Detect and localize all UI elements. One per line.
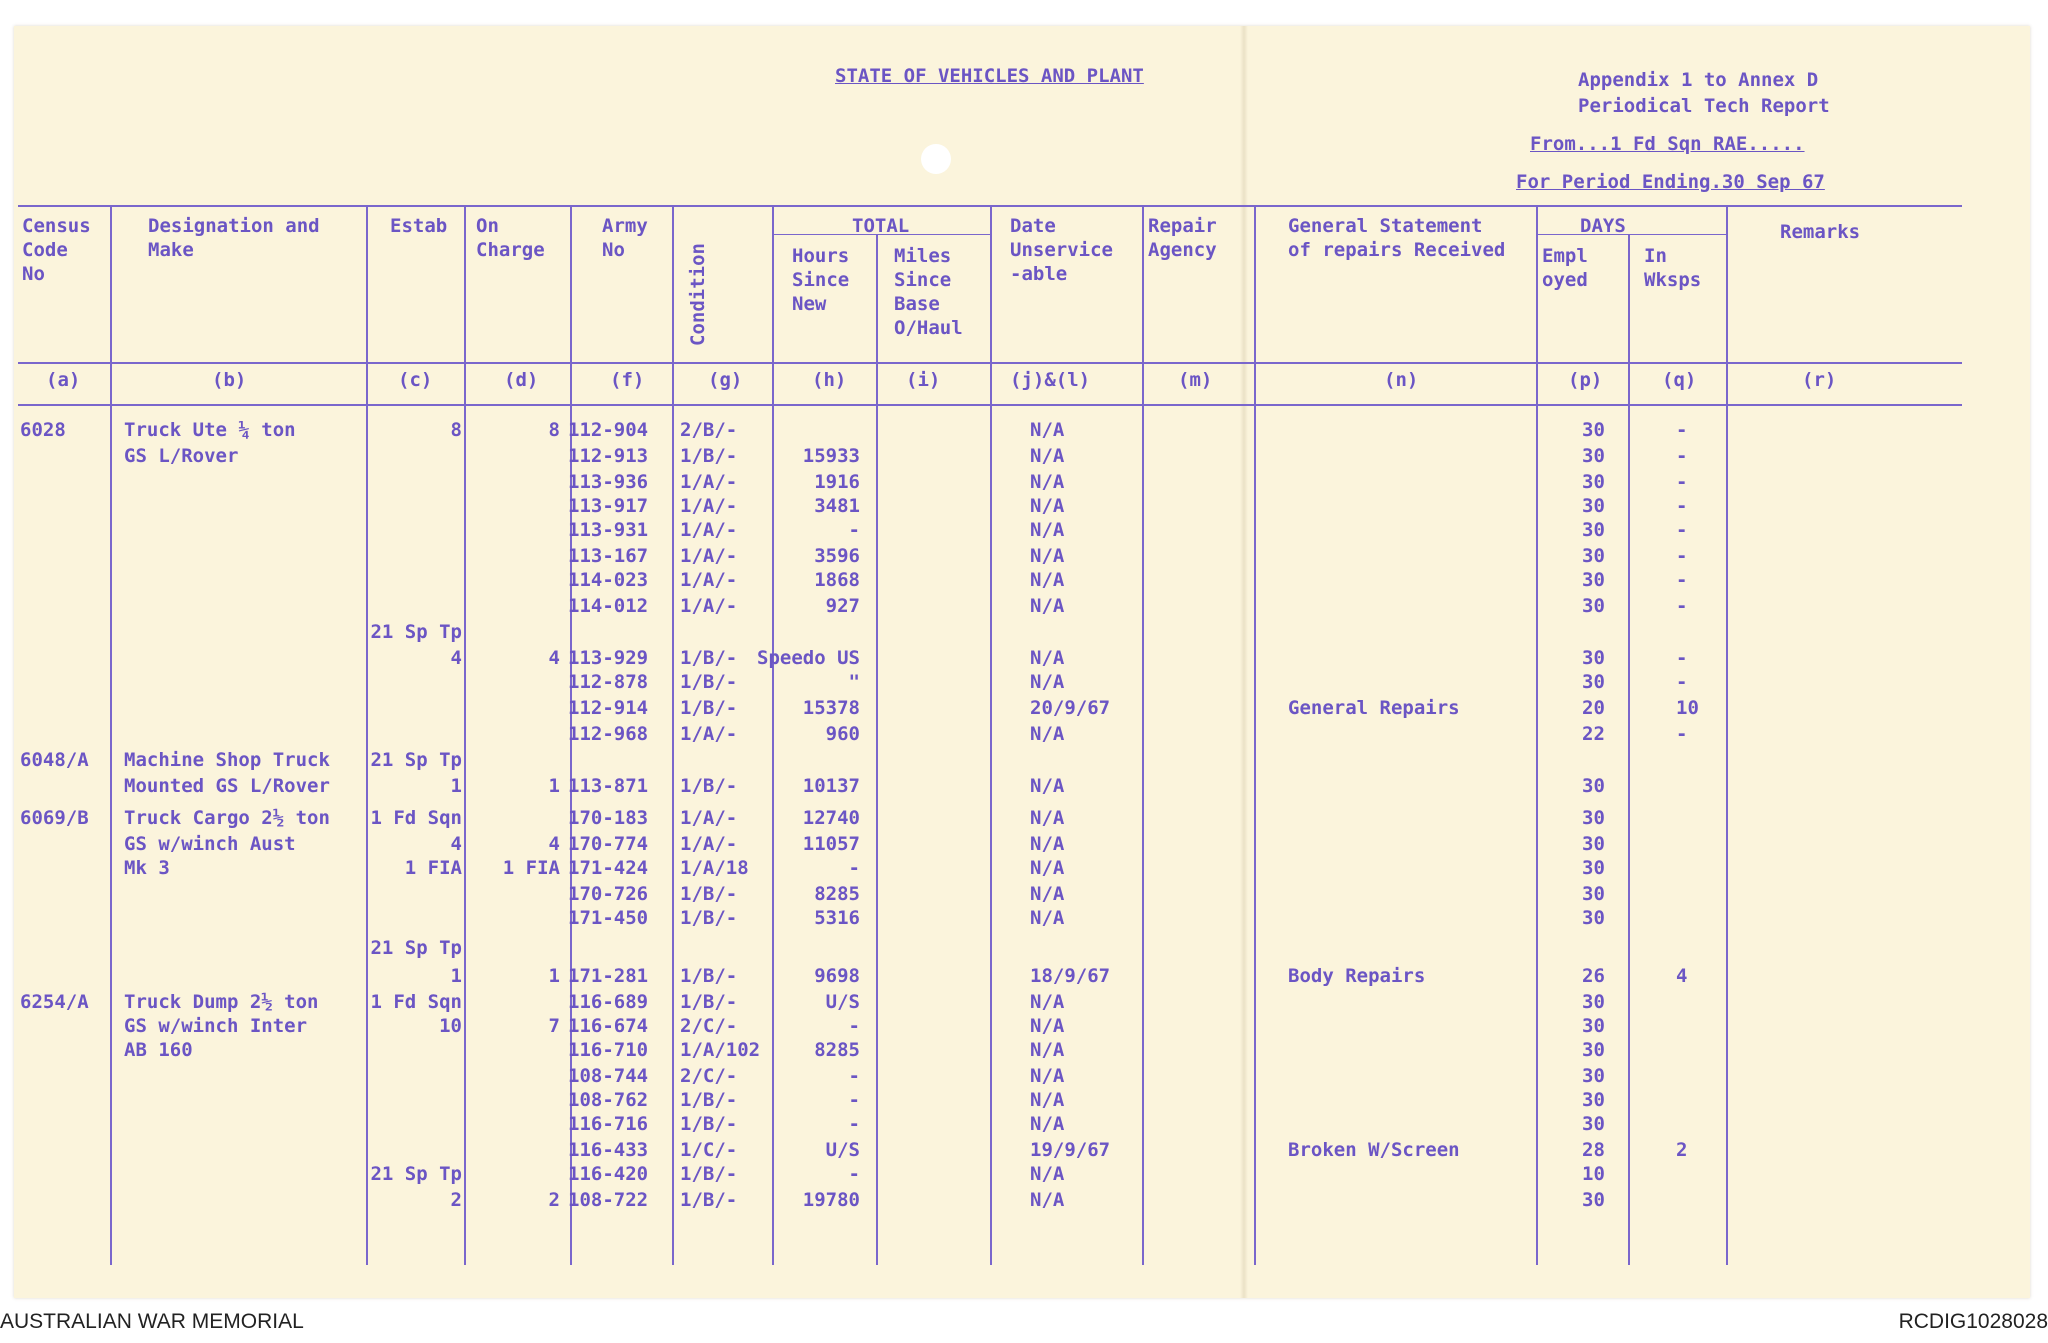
cell-g: 2/B/-: [680, 419, 738, 441]
cell-q: 10: [1676, 697, 1699, 719]
cell-b: Mounted GS L/Rover: [124, 775, 330, 797]
cell-h: 3596: [814, 545, 860, 567]
cell-b: Mk 3: [124, 857, 170, 879]
table-row: [0, 518, 2048, 542]
cell-b: GS w/winch Inter: [124, 1015, 308, 1037]
col-header-date-unserviceable: Date Unservice -able: [1010, 215, 1113, 285]
cell-p: 30: [1582, 1189, 1605, 1211]
cell-f: 112-914: [568, 697, 649, 719]
cell-f: 114-023: [568, 569, 649, 591]
table-row: [0, 418, 2048, 442]
table-row: [0, 1038, 2048, 1062]
table-row: [0, 964, 2048, 988]
cell-f: 113-917: [568, 495, 649, 517]
cell-f: 112-904: [568, 419, 649, 441]
column-letter: (m): [1178, 369, 1213, 391]
cell-b: AB 160: [124, 1039, 193, 1061]
col-header-census-code: Census Code No: [22, 215, 91, 285]
table-row: [0, 774, 2048, 798]
cell-d: 4: [548, 833, 560, 855]
cell-f: 113-931: [568, 519, 649, 541]
cell-p: 30: [1582, 1089, 1605, 1111]
cell-g: 1/B/-: [680, 671, 738, 693]
cell-d: 7: [548, 1015, 560, 1037]
cell-h: 1868: [814, 569, 860, 591]
cell-h: 3481: [814, 495, 860, 517]
from-unit-label: From...1 Fd Sqn RAE.....: [1530, 133, 1805, 155]
cell-q: -: [1676, 723, 1688, 745]
cell-g: 1/A/-: [680, 519, 738, 541]
col-header-miles: Miles Since Base O/Haul: [894, 245, 963, 339]
cell-g: 1/A/-: [680, 569, 738, 591]
cell-c: 21 Sp Tp: [370, 937, 462, 959]
cell-p: 30: [1582, 595, 1605, 617]
cell-q: -: [1676, 569, 1688, 591]
cell-n: General Repairs: [1288, 697, 1460, 719]
cell-j: N/A: [1030, 833, 1065, 855]
cell-p: 30: [1582, 775, 1605, 797]
table-row: [0, 444, 2048, 468]
table-row: [0, 906, 2048, 930]
cell-g: 1/B/-: [680, 965, 738, 987]
cell-g: 1/A/-: [680, 471, 738, 493]
cell-h: 19780: [802, 1189, 860, 1211]
cell-h: 12740: [802, 807, 860, 829]
cell-h: 15378: [802, 697, 860, 719]
cell-h: ": [848, 671, 860, 693]
cell-q: -: [1676, 595, 1688, 617]
cell-p: 30: [1582, 519, 1605, 541]
cell-p: 30: [1582, 857, 1605, 879]
cell-f: 171-450: [568, 907, 649, 929]
cell-j: N/A: [1030, 569, 1065, 591]
cell-d: 1: [548, 775, 560, 797]
table-row: [0, 670, 2048, 694]
cell-g: 1/A/18: [680, 857, 749, 879]
cell-h: 11057: [802, 833, 860, 855]
cell-c: 21 Sp Tp: [370, 1163, 462, 1185]
table-row: [0, 882, 2048, 906]
cell-p: 30: [1582, 647, 1605, 669]
cell-g: 1/B/-: [680, 1089, 738, 1111]
cell-f: 114-012: [568, 595, 649, 617]
cell-a: 6048/A: [20, 749, 89, 771]
cell-h: -: [848, 857, 860, 879]
cell-g: 1/B/-: [680, 647, 738, 669]
cell-d: 1: [548, 965, 560, 987]
cell-c: 21 Sp Tp: [370, 749, 462, 771]
table-row: [0, 1088, 2048, 1112]
cell-p: 30: [1582, 445, 1605, 467]
cell-p: 26: [1582, 965, 1605, 987]
cell-h: -: [848, 1015, 860, 1037]
cell-b: GS L/Rover: [124, 445, 239, 467]
cell-q: -: [1676, 671, 1688, 693]
table-row: [0, 748, 2048, 772]
table-row: [0, 1188, 2048, 1212]
cell-q: 2: [1676, 1139, 1688, 1161]
table-row: [0, 620, 2048, 644]
col-header-days: DAYS: [1580, 215, 1626, 237]
cell-b: Truck Cargo 2½ ton: [124, 807, 330, 829]
cell-f: 108-762: [568, 1089, 649, 1111]
table-row: [0, 696, 2048, 720]
cell-c: 4: [450, 647, 462, 669]
cell-c: 1 Fd Sqn: [370, 991, 462, 1013]
cell-q: -: [1676, 545, 1688, 567]
cell-h: 5316: [814, 907, 860, 929]
cell-h: U/S: [825, 991, 860, 1013]
cell-f: 170-183: [568, 807, 649, 829]
cell-h: 15933: [802, 445, 860, 467]
cell-j: N/A: [1030, 671, 1065, 693]
cell-p: 30: [1582, 1113, 1605, 1135]
cell-g: 1/B/-: [680, 697, 738, 719]
table-row: [0, 832, 2048, 856]
cell-f: 171-281: [568, 965, 649, 987]
cell-h: -: [848, 1065, 860, 1087]
col-header-condition: Condition: [687, 243, 709, 346]
cell-g: 1/B/-: [680, 1113, 738, 1135]
cell-n: Broken W/Screen: [1288, 1139, 1460, 1161]
cell-d: 1 FIA: [502, 857, 560, 879]
footer-archive-name: AUSTRALIAN WAR MEMORIAL: [0, 1310, 304, 1333]
table-row: [0, 646, 2048, 670]
cell-p: 30: [1582, 1065, 1605, 1087]
cell-j: N/A: [1030, 883, 1065, 905]
cell-j: N/A: [1030, 1189, 1065, 1211]
cell-p: 10: [1582, 1163, 1605, 1185]
cell-p: 30: [1582, 1015, 1605, 1037]
table-row: [0, 494, 2048, 518]
table-row: [0, 806, 2048, 830]
punch-hole: [921, 144, 951, 174]
col-header-total: TOTAL: [852, 215, 910, 237]
column-letter: (i): [906, 369, 941, 391]
cell-p: 30: [1582, 545, 1605, 567]
table-row: [0, 1064, 2048, 1088]
column-letter: (n): [1384, 369, 1419, 391]
cell-b: Truck Dump 2½ ton: [124, 991, 319, 1013]
cell-j: N/A: [1030, 647, 1065, 669]
cell-f: 116-433: [568, 1139, 649, 1161]
cell-h: 10137: [802, 775, 860, 797]
cell-f: 108-744: [568, 1065, 649, 1087]
cell-j: N/A: [1030, 775, 1065, 797]
cell-a: 6254/A: [20, 991, 89, 1013]
cell-j: 18/9/67: [1030, 965, 1111, 987]
table-row: [0, 1014, 2048, 1038]
column-letter: (c): [398, 369, 433, 391]
col-header-general-statement: General Statement of repairs Received: [1288, 215, 1506, 261]
cell-j: 20/9/67: [1030, 697, 1111, 719]
table-row: [0, 568, 2048, 592]
column-letter: (f): [610, 369, 645, 391]
cell-j: N/A: [1030, 807, 1065, 829]
column-letter: (j)&(l): [1010, 369, 1091, 391]
cell-j: N/A: [1030, 545, 1065, 567]
cell-f: 113-936: [568, 471, 649, 493]
cell-f: 112-968: [568, 723, 649, 745]
col-header-designation: Designation and Make: [148, 215, 320, 261]
days-rule: [1536, 234, 1726, 235]
cell-c: 10: [439, 1015, 462, 1037]
cell-p: 30: [1582, 907, 1605, 929]
cell-f: 113-167: [568, 545, 649, 567]
cell-g: 1/B/-: [680, 445, 738, 467]
cell-g: 1/A/-: [680, 595, 738, 617]
cell-f: 116-716: [568, 1113, 649, 1135]
cell-g: 1/B/-: [680, 883, 738, 905]
cell-j: N/A: [1030, 991, 1065, 1013]
cell-n: Body Repairs: [1288, 965, 1426, 987]
cell-j: N/A: [1030, 471, 1065, 493]
cell-c: 1 FIA: [404, 857, 462, 879]
cell-p: 30: [1582, 991, 1605, 1013]
report-label: Periodical Tech Report: [1578, 95, 1830, 117]
cell-j: N/A: [1030, 857, 1065, 879]
cell-j: N/A: [1030, 1039, 1065, 1061]
cell-h: 8285: [814, 883, 860, 905]
column-letter: (q): [1662, 369, 1697, 391]
cell-j: N/A: [1030, 1163, 1065, 1185]
cell-g: 1/A/-: [680, 807, 738, 829]
column-letter: (p): [1568, 369, 1603, 391]
cell-j: N/A: [1030, 1015, 1065, 1037]
cell-h: U/S: [825, 1139, 860, 1161]
column-letter: (r): [1802, 369, 1837, 391]
cell-g: 1/B/-: [680, 991, 738, 1013]
table-row: [0, 1162, 2048, 1186]
cell-q: -: [1676, 445, 1688, 467]
col-header-army-no: Army No: [602, 215, 648, 261]
cell-h: -: [848, 1163, 860, 1185]
cell-d: 2: [548, 1189, 560, 1211]
cell-f: 112-913: [568, 445, 649, 467]
cell-q: -: [1676, 419, 1688, 441]
cell-f: 171-424: [568, 857, 649, 879]
cell-c: 1 Fd Sqn: [370, 807, 462, 829]
cell-b: GS w/winch Aust: [124, 833, 296, 855]
cell-p: 30: [1582, 569, 1605, 591]
cell-f: 112-878: [568, 671, 649, 693]
table-row: [0, 594, 2048, 618]
cell-g: 2/C/-: [680, 1015, 738, 1037]
cell-f: 113-871: [568, 775, 649, 797]
period-label: For Period Ending.30 Sep 67: [1516, 171, 1825, 193]
cell-j: N/A: [1030, 495, 1065, 517]
cell-q: 4: [1676, 965, 1688, 987]
col-header-in-wksps: In Wksps: [1644, 245, 1702, 291]
cell-h: -: [848, 519, 860, 541]
cell-h: -: [848, 1113, 860, 1135]
cell-p: 28: [1582, 1139, 1605, 1161]
cell-g: 1/A/102: [680, 1039, 761, 1061]
document-title: STATE OF VEHICLES AND PLANT: [835, 65, 1144, 87]
column-letter: (a): [46, 369, 81, 391]
table-row: [0, 544, 2048, 568]
cell-g: 1/B/-: [680, 907, 738, 929]
cell-h: 1916: [814, 471, 860, 493]
cell-f: 113-929: [568, 647, 649, 669]
cell-c: 21 Sp Tp: [370, 621, 462, 643]
appendix-label: Appendix 1 to Annex D: [1578, 69, 1819, 91]
col-header-remarks: Remarks: [1780, 221, 1861, 243]
table-row: [0, 470, 2048, 494]
cell-j: N/A: [1030, 723, 1065, 745]
cell-h: -: [848, 1089, 860, 1111]
cell-p: 30: [1582, 471, 1605, 493]
cell-p: 30: [1582, 671, 1605, 693]
cell-p: 30: [1582, 495, 1605, 517]
table-row: [0, 936, 2048, 960]
cell-j: N/A: [1030, 519, 1065, 541]
cell-d: 4: [548, 647, 560, 669]
table-row: [0, 990, 2048, 1014]
cell-b: Machine Shop Truck: [124, 749, 330, 771]
cell-h: 9698: [814, 965, 860, 987]
cell-j: N/A: [1030, 595, 1065, 617]
cell-c: 4: [450, 833, 462, 855]
cell-p: 30: [1582, 883, 1605, 905]
cell-h: Speedo US: [757, 647, 860, 669]
cell-a: 6069/B: [20, 807, 89, 829]
column-letter: (d): [504, 369, 539, 391]
cell-p: 22: [1582, 723, 1605, 745]
cell-j: N/A: [1030, 445, 1065, 467]
cell-f: 170-726: [568, 883, 649, 905]
cell-h: 8285: [814, 1039, 860, 1061]
column-letter: (g): [708, 369, 743, 391]
table-row: [0, 722, 2048, 746]
cell-p: 30: [1582, 807, 1605, 829]
col-header-employed: Empl oyed: [1542, 245, 1588, 291]
cell-j: N/A: [1030, 907, 1065, 929]
table-row: [0, 856, 2048, 880]
cell-j: 19/9/67: [1030, 1139, 1111, 1161]
cell-f: 170-774: [568, 833, 649, 855]
cell-g: 1/A/-: [680, 723, 738, 745]
cell-g: 2/C/-: [680, 1065, 738, 1087]
cell-d: 8: [548, 419, 560, 441]
cell-g: 1/C/-: [680, 1139, 738, 1161]
cell-g: 1/A/-: [680, 495, 738, 517]
cell-g: 1/B/-: [680, 775, 738, 797]
cell-p: 20: [1582, 697, 1605, 719]
cell-c: 1: [450, 965, 462, 987]
table-row: [0, 1138, 2048, 1162]
cell-q: -: [1676, 495, 1688, 517]
cell-j: N/A: [1030, 1089, 1065, 1111]
cell-p: 30: [1582, 833, 1605, 855]
column-letter: (b): [212, 369, 247, 391]
col-header-hours: Hours Since New: [792, 245, 850, 315]
cell-c: 1: [450, 775, 462, 797]
column-letter: (h): [812, 369, 847, 391]
cell-g: 1/A/-: [680, 545, 738, 567]
cell-g: 1/B/-: [680, 1189, 738, 1211]
cell-h: 927: [825, 595, 860, 617]
cell-a: 6028: [20, 419, 66, 441]
cell-q: -: [1676, 647, 1688, 669]
cell-c: 8: [450, 419, 462, 441]
cell-f: 116-689: [568, 991, 649, 1013]
cell-p: 30: [1582, 1039, 1605, 1061]
cell-j: N/A: [1030, 1113, 1065, 1135]
cell-f: 116-674: [568, 1015, 649, 1037]
cell-f: 116-420: [568, 1163, 649, 1185]
cell-g: 1/A/-: [680, 833, 738, 855]
footer-record-id: RCDIG1028028: [1898, 1310, 2048, 1333]
cell-h: 960: [825, 723, 860, 745]
col-header-repair-agency: Repair Agency: [1148, 215, 1217, 261]
cell-q: -: [1676, 471, 1688, 493]
cell-j: N/A: [1030, 1065, 1065, 1087]
cell-q: -: [1676, 519, 1688, 541]
cell-g: 1/B/-: [680, 1163, 738, 1185]
cell-f: 108-722: [568, 1189, 649, 1211]
cell-b: Truck Ute ¼ ton: [124, 419, 296, 441]
cell-p: 30: [1582, 419, 1605, 441]
cell-f: 116-710: [568, 1039, 649, 1061]
cell-c: 2: [450, 1189, 462, 1211]
table-row: [0, 1112, 2048, 1136]
col-header-estab: Estab: [390, 215, 448, 237]
cell-j: N/A: [1030, 419, 1065, 441]
col-header-on-charge: On Charge: [476, 215, 545, 261]
